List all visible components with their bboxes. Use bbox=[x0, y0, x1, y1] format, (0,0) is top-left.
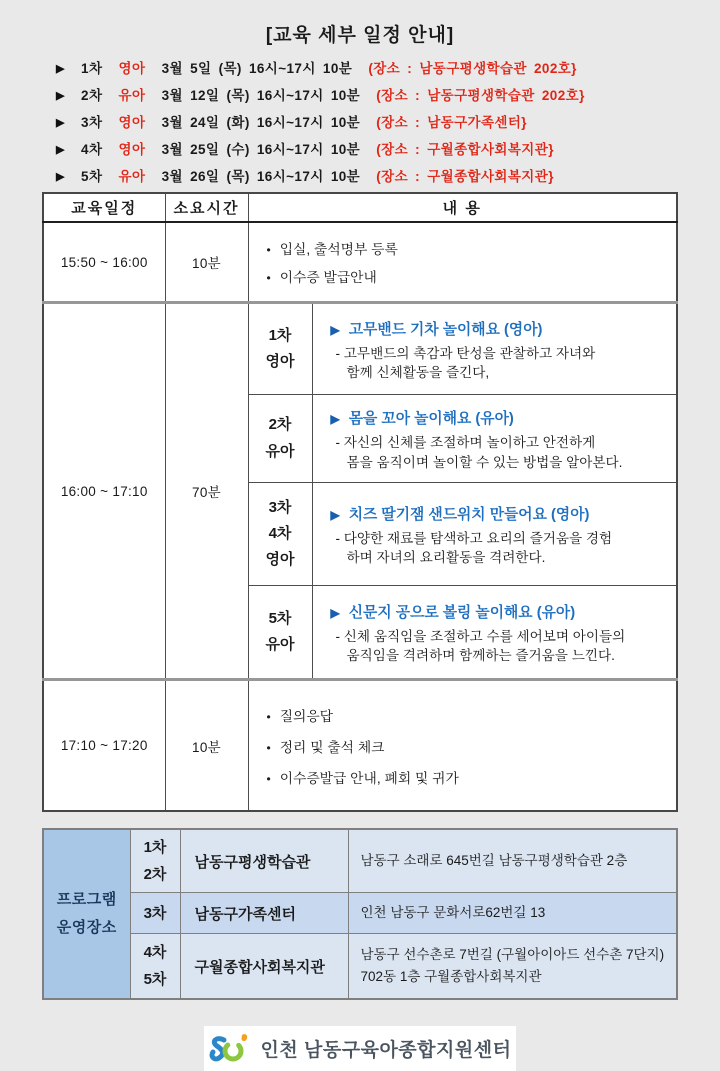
triangle-bullet-icon: ▶ bbox=[56, 63, 65, 75]
time-cell: 17:10 ~ 17:20 bbox=[43, 680, 165, 812]
content-line bbox=[267, 736, 669, 756]
venue-row-1 bbox=[43, 829, 677, 893]
session-line: 유아 bbox=[265, 442, 295, 460]
activity-title: ▶ 신문지 공으로 볼링 놀이해요 (유아) bbox=[330, 604, 576, 621]
activity-desc: 움직임을 격려하며 함께하는 즐거움을 느낀다. bbox=[346, 648, 615, 663]
schedule-row-closing bbox=[43, 680, 677, 812]
triangle-bullet-icon: ▶ bbox=[330, 605, 340, 620]
notice-place: (장소 : 남동구가족센터} bbox=[376, 115, 527, 130]
venue-address-cell: 인천 남동구 문화서로62번길 13 bbox=[348, 893, 677, 934]
content-line bbox=[267, 266, 669, 286]
footer-logo-text: 인천 남동구육아종합지원센터 bbox=[260, 1040, 512, 1061]
notice-age: 유아 bbox=[118, 169, 146, 184]
notice-datetime: 3월 25일 (수) 16시~17시 10분 bbox=[161, 142, 361, 157]
dot-bullet-icon: • bbox=[266, 771, 271, 786]
content-cell bbox=[248, 680, 677, 812]
notice-place: (장소 : 남동구평생학습관 202호} bbox=[368, 61, 577, 76]
activity-desc: - 고무밴드의 촉감과 탄성을 관찰하고 자녀와 bbox=[335, 345, 596, 361]
session-cell bbox=[248, 586, 312, 680]
notice-age: 영아 bbox=[118, 61, 146, 76]
activity-desc: 몸을 움직이며 놀이할 수 있는 방법을 알아본다. bbox=[346, 454, 623, 470]
activity-desc: - 다양한 재료를 탐색하고 요리의 즐거움을 경험 bbox=[335, 530, 613, 546]
schedule-header-row bbox=[43, 193, 677, 222]
session-line: 유아 bbox=[265, 636, 295, 653]
dot-bullet-icon: • bbox=[266, 709, 271, 724]
content-line bbox=[267, 767, 669, 787]
notice-age: 유아 bbox=[118, 88, 146, 103]
content-text: 이수증 발급안내 bbox=[279, 270, 377, 285]
venue-name-cell: 남동구평생학습관 bbox=[180, 829, 348, 893]
time-cell: 16:00 ~ 17:10 bbox=[43, 303, 165, 680]
activity-cell bbox=[312, 586, 677, 680]
content-text: 정리 및 출석 체크 bbox=[279, 739, 385, 755]
session-line: 3차 bbox=[268, 498, 292, 516]
session-line: 영아 bbox=[265, 551, 295, 569]
duration-cell: 10분 bbox=[165, 222, 248, 303]
venue-table bbox=[42, 828, 678, 1000]
venue-session-cell bbox=[130, 829, 180, 893]
triangle-bullet-icon: ▶ bbox=[56, 171, 65, 183]
dot-bullet-icon: • bbox=[266, 271, 271, 285]
venue-session-cell: 3차 bbox=[130, 893, 180, 934]
venue-name-cell: 남동구가족센터 bbox=[180, 893, 348, 934]
col-header-schedule: 교육일정 bbox=[43, 193, 165, 222]
content-cell bbox=[248, 222, 677, 303]
notice-item-5 bbox=[56, 163, 720, 190]
duration-cell: 10분 bbox=[165, 680, 248, 812]
notice-session: 5차 bbox=[81, 169, 103, 184]
venue-session-line: 4차 bbox=[143, 944, 167, 961]
notice-datetime: 3월 12일 (목) 16시~17시 10분 bbox=[161, 88, 361, 103]
session-line: 영아 bbox=[265, 353, 295, 370]
activity-cell bbox=[312, 303, 677, 395]
time-cell: 15:50 ~ 16:00 bbox=[43, 222, 165, 303]
center-logo-icon bbox=[209, 1031, 251, 1067]
venue-session-line: 2차 bbox=[143, 866, 167, 883]
activity-title: ▶ 고무밴드 기차 놀이해요 (영아) bbox=[330, 321, 543, 338]
notice-place: (장소 : 구월종합사회복지관} bbox=[376, 169, 554, 184]
activity-cell bbox=[312, 483, 677, 586]
notice-age: 영아 bbox=[118, 115, 146, 130]
notice-list bbox=[0, 55, 720, 190]
document-page bbox=[0, 20, 720, 1071]
venue-table-header bbox=[43, 829, 130, 999]
activity-desc: 함께 신체활동을 즐긴다, bbox=[346, 365, 490, 380]
activity-desc: - 신체 움직임을 조절하고 수를 세어보며 아이들의 bbox=[335, 628, 626, 644]
col-header-duration: 소요시간 bbox=[165, 193, 248, 222]
notice-age: 영아 bbox=[118, 142, 146, 157]
notice-place: (장소 : 구월종합사회복지관} bbox=[376, 142, 554, 157]
duration-cell: 70분 bbox=[165, 303, 248, 680]
notice-datetime: 3월 26일 (목) 16시~17시 10분 bbox=[161, 169, 361, 184]
col-header-content: 내 용 bbox=[248, 193, 677, 222]
notice-datetime: 3월 24일 (화) 16시~17시 10분 bbox=[161, 115, 361, 130]
venue-row-2 bbox=[43, 893, 677, 934]
notice-place: (장소 : 남동구평생학습관 202호} bbox=[376, 88, 585, 103]
triangle-bullet-icon: ▶ bbox=[330, 322, 340, 337]
session-line: 5차 bbox=[268, 609, 292, 627]
content-text: 질의응답 bbox=[279, 708, 334, 724]
session-line: 2차 bbox=[268, 416, 292, 434]
venue-session-cell bbox=[130, 934, 180, 1000]
notice-session: 2차 bbox=[81, 88, 103, 103]
schedule-table bbox=[42, 192, 678, 812]
page-title: [교육 세부 일정 안내] bbox=[265, 25, 455, 46]
notice-session: 3차 bbox=[81, 115, 103, 130]
venue-header-line: 프로그램 bbox=[56, 890, 117, 908]
notice-item-4 bbox=[56, 136, 720, 163]
schedule-row-activity-1 bbox=[43, 303, 677, 395]
notice-item-3 bbox=[56, 109, 720, 136]
triangle-bullet-icon: ▶ bbox=[56, 90, 65, 102]
session-line: 4차 bbox=[268, 524, 292, 542]
activity-desc: - 자신의 신체를 조절하며 놀이하고 안전하게 bbox=[335, 435, 596, 451]
session-cell bbox=[248, 303, 312, 395]
triangle-bullet-icon: ▶ bbox=[56, 117, 65, 129]
triangle-bullet-icon: ▶ bbox=[56, 144, 65, 156]
triangle-bullet-icon: ▶ bbox=[330, 412, 340, 427]
content-line bbox=[267, 238, 669, 258]
content-text: 입실, 출석명부 등록 bbox=[279, 242, 398, 257]
venue-address-cell: 남동구 선수촌로 7번길 (구월아이아드 선수촌 7단지) 702동 1층 구월종합사회복지관 bbox=[348, 934, 677, 1000]
session-line: 1차 bbox=[268, 326, 292, 344]
venue-session-line: 5차 bbox=[143, 971, 167, 988]
notice-session: 4차 bbox=[81, 142, 103, 157]
content-text: 이수증발급 안내, 폐회 및 귀가 bbox=[279, 770, 459, 786]
notice-item-2 bbox=[56, 82, 720, 109]
activity-cell bbox=[312, 395, 677, 483]
session-cell bbox=[248, 395, 312, 483]
triangle-bullet-icon: ▶ bbox=[330, 507, 340, 522]
venue-address-cell: 남동구 소래로 645번길 남동구평생학습관 2층 bbox=[348, 829, 677, 893]
activity-desc: 하며 자녀의 요리활동을 격려한다. bbox=[346, 550, 546, 565]
dot-bullet-icon: • bbox=[266, 740, 271, 755]
footer-logo-bar bbox=[204, 1026, 516, 1071]
notice-session: 1차 bbox=[81, 61, 103, 76]
session-cell bbox=[248, 483, 312, 586]
notice-item-1 bbox=[56, 55, 720, 82]
activity-title: ▶ 치즈 딸기잼 샌드위치 만들어요 (영아) bbox=[330, 506, 590, 523]
venue-header-line: 운영장소 bbox=[56, 919, 117, 936]
dot-bullet-icon: • bbox=[266, 243, 271, 257]
activity-title: ▶ 몸을 꼬아 놀이해요 (유아) bbox=[330, 411, 514, 428]
venue-name-cell: 구월종합사회복지관 bbox=[180, 934, 348, 1000]
schedule-row-registration bbox=[43, 222, 677, 303]
notice-datetime: 3월 5일 (목) 16시~17시 10분 bbox=[161, 61, 353, 76]
content-line bbox=[267, 705, 669, 725]
venue-row-3 bbox=[43, 934, 677, 1000]
venue-session-line: 1차 bbox=[143, 839, 167, 856]
